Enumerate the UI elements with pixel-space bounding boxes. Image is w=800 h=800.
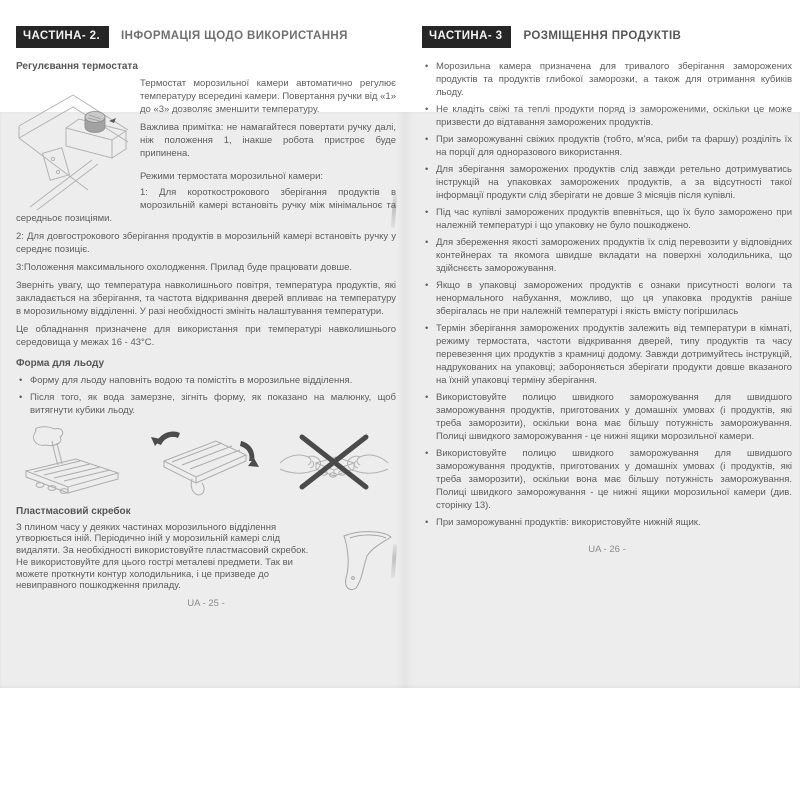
product-placement-bullet-list: [422, 60, 792, 529]
para-mode3: 3:Положення максимального охолодження. Прилад буде працювати довше.: [16, 261, 353, 273]
scraper-heading: Пластмасовий скребок: [16, 505, 131, 517]
list-item: • Не кладіть свіжі та теплі продукти поряд із замороженими, оскільки це може призвести до відтавання заморожених продуктів.: [422, 103, 792, 129]
cross-out-mark: [302, 437, 366, 487]
thermostat-heading: Регулєвання термостата: [16, 60, 138, 72]
freezer-thermostat-figure: [16, 90, 130, 210]
para-thermostat: Термостат морозильної камери автоматично регулює температуру всередині камери. Повертання ручки від «1» до «3» дозволяє зменшити температуру.: [140, 77, 396, 115]
plastic-scraper-figure: [316, 522, 396, 594]
left-page: [16, 26, 396, 610]
list-item: • При заморожуванні свіжих продуктів (тобто, м'яса, риби та фаршу) розділіть їх на порції для одноразового використання.: [422, 133, 792, 159]
section-badge: ЧАСТИНА- 2.: [16, 26, 109, 48]
scraper-section: [16, 522, 396, 594]
list-item: • Використовуйте полицю швидкого заморожування для швидшого заморожування продуктів, приготованих у домашніх умовах (і продуктів, які треба заморозити), оскільки вона має більшу потужність заморожування. Полиці швидкого заморожування - це нижні ящики морозильної камери.: [422, 391, 792, 443]
freezer-corner-illustration: [16, 90, 130, 210]
ice-tray-twist-illustration: [142, 425, 262, 497]
ice-tray-figures: [16, 421, 396, 501]
list-item: • Для збереження якості заморожених продуктів їх слід перевозити у відповідних контейнерах та якомога швидше вкладати на поверхні холодильника, що здійснєєть заморожування.: [422, 236, 792, 275]
list-item: • Якщо в упаковці заморожених продуктів є ознаки присутності вологи та ненормального набухання, можливо, що ця упаковка продуктів раніше зберігалась не при належній температурі і якість вмісту погіршилась: [422, 279, 792, 318]
para-modes: Режими термостата морозильної камери:: [140, 170, 324, 182]
list-item: • Для зберігання заморожених продуктів слід завжди ретельно дотримуватись інструкцій на упаковках заморожених продуктів, а за відсутності такої інформації продукти слід зберігати не довше 3 місяців після купівлі.: [422, 163, 792, 202]
list-item: • Після того, як вода замерзне, зігніть форму, як показано на малюнку, щоб витягнути кубики льоду.: [16, 391, 396, 417]
list-item: • Використовуйте полицю швидкого заморожування для швидшого заморожування продуктів, приготованих у домашніх умовах (і продуктів, які треба заморозити), оскільки вона має більшу потужність заморожування. Полиці швидкого заморожування - це нижні ящики морозильної камери (див. сторінку 13).: [422, 447, 792, 512]
ice-tray-fill-illustration: [18, 425, 126, 497]
list-item: • Форму для льоду наповніть водою та помістіть в морозильне відділення.: [16, 374, 396, 387]
page-seam: [396, 112, 414, 688]
page-number-right: UA - 26 -: [588, 543, 626, 555]
thermostat-section: [16, 77, 396, 349]
page-number-left: UA - 25 -: [187, 597, 225, 609]
list-item: • Термін зберігання заморожених продуктів залежить від температури в кімнаті, режиму термостата, частоти відкривання дверей, типу продуктів та часу перевезення цих продуктів з крамниці додому. Завжди дотримуйтесь інструкцій, надрукованих на упаковці; забороняється зберігати продукти довше вказаного на їхній упаковці терміну зберігання.: [422, 322, 792, 387]
thermostat-knob: [85, 111, 116, 132]
list-item: • Під час купівлі заморожених продуктів впевніться, що їх було заморожено при належній температурі і що упаковку не було пошкоджено.: [422, 206, 792, 232]
page-title: РОЗМІЩЕННЯ ПРОДУКТІВ: [523, 30, 682, 43]
list-item: • При заморожуванні продуктів: використовуйте нижній ящик.: [422, 516, 792, 529]
page-title: ІНФОРМАЦІЯ ЩОДО ВИКОРИСТАННЯ: [121, 30, 348, 43]
para-note: Зверніть увагу, що температура навколишнього повітря, температура продуктів, які закладається на зберігання, та частота відкривання дверей впливає на температуру в морозильному відділенні. У разі необхідності змініть налаштування температури.: [16, 279, 396, 317]
para-mode2: 2: Для довгострокового зберігання продуктів в морозильній камері встановіть ручку у середнє позиціє.: [16, 230, 396, 255]
ice-tray-heading: Форма для льоду: [16, 357, 105, 369]
para-ambient: Це обладнання призначене для використання при температурі навколишнього середовища у межах 16 - 43°С.: [16, 323, 396, 348]
scraper-illustration: [336, 528, 396, 594]
ice-tray-forbidden-illustration: [278, 425, 390, 497]
para-scraper: З плином часу у деяких частинах морозильного відділення утворюється іній. Періодично іній у морозильній камері слід видаляти. За необхідності використовуйте пластмасовий скребок. Не використовуйте для цього гострі металеві предмети. Так ви можете проткнути контур холодильника, і це призведе до невиправного пошкодження приладу.: [16, 521, 309, 592]
para-mode1: 1: Для короткострокового зберігання продуктів в морозильній камері встановіть ручку між мінімальноє та середньоє позиціями.: [16, 186, 396, 224]
list-item: • Морозильна камера призначена для тривалого зберігання заморожених продуктів та продуктів глибокої заморозки, а також для отримання кубиків льоду.: [422, 60, 792, 99]
section-badge: ЧАСТИНА- 3: [422, 26, 511, 48]
right-page: [422, 26, 792, 556]
para-important: Важлива примітка: не намагайтеся повертати ручку далі, ніж положення 1, інакше робота пристроє буде припинена.: [140, 121, 396, 159]
section-header: [422, 26, 792, 48]
ice-tray-bullet-list: [16, 374, 396, 417]
section-header: [16, 26, 396, 48]
